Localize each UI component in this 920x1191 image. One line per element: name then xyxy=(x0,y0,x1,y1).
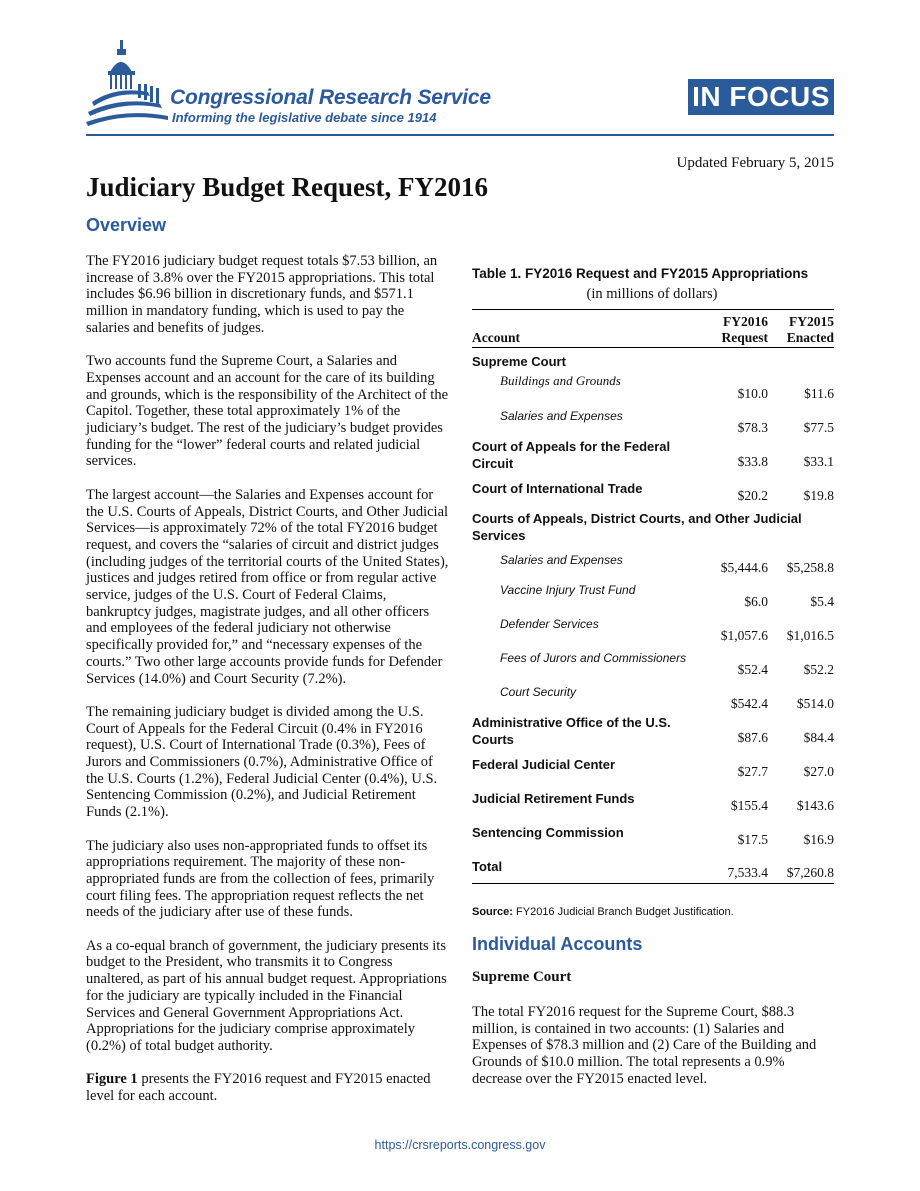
table-row xyxy=(472,748,834,782)
column-header-account: Account xyxy=(472,330,520,345)
fy2016-value: $33.8 xyxy=(737,453,768,469)
fy2015-value: $52.2 xyxy=(803,661,834,677)
column-header-fy2015: FY2015 Enacted xyxy=(786,314,834,345)
fy2016-value: $6.0 xyxy=(744,593,768,609)
account-label: Salaries and Expenses xyxy=(500,408,623,423)
fy2016-value: $52.4 xyxy=(737,661,768,677)
paragraph: As a co-equal branch of government, the judiciary presents its budget to the President, who transmits it to Congress unaltered, as part of his annual budget request. Appropriations for the judiciary are typically included in the Financial Services and General Government Appropriations Act. Appropriations for the judiciary comprise approximately (0.2%) of total budget authority. xyxy=(86,937,447,1054)
account-label: Sentencing Commission xyxy=(472,824,624,840)
fy2015-value: $77.5 xyxy=(803,419,834,435)
fy2016-value: $542.4 xyxy=(730,695,768,711)
fy2015-value: $19.8 xyxy=(803,487,834,503)
overview-heading: Overview xyxy=(86,215,167,235)
budget-table xyxy=(472,309,834,884)
page-title: Judiciary Budget Request, FY2016 xyxy=(86,172,489,202)
account-label: Administrative Office of the U.S. Courts xyxy=(472,714,671,747)
paragraph: Two accounts fund the Supreme Court, a Salaries and Expenses account and an account for the care of its building and grounds, which is the responsibility of the Architect of the Capitol. Together, these total approximately 1% of the judiciary’s budget. The rest of the judiciary’s budget provides funding for the “lower” federal courts and related judicial services. xyxy=(86,353,449,470)
fy2016-value: 7,533.4 xyxy=(727,865,768,880)
account-label: Vaccine Injury Trust Fund xyxy=(500,582,636,597)
fy2015-value: $27.0 xyxy=(803,763,834,779)
figure-reference-paragraph xyxy=(86,1071,450,1104)
account-label: Judicial Retirement Funds xyxy=(472,790,635,806)
table-row xyxy=(472,404,834,438)
table-total-row xyxy=(472,850,834,884)
fy2015-value: $84.4 xyxy=(803,729,834,745)
table-header-row xyxy=(472,310,834,348)
individual-accounts-heading: Individual Accounts xyxy=(472,934,643,954)
paragraph: The FY2016 judiciary budget request totals $7.53 billion, an increase of 3.8% over the FY2015 appropriations. This total includes $6.96 billion in discretionary funds, and $571.1 million in mandatory funding, which is used to pay the salaries and benefits of judges. xyxy=(86,253,438,336)
table-row xyxy=(472,438,834,472)
account-label: Court of Appeals for the Federal Circuit xyxy=(472,438,671,471)
fy2015-value: $16.9 xyxy=(803,831,834,847)
table-row xyxy=(472,370,834,404)
table-row xyxy=(472,816,834,850)
table-title: Table 1. FY2016 Request and FY2015 Appropriations xyxy=(472,266,809,281)
account-label: Salaries and Expenses xyxy=(500,552,623,567)
fy2015-value: $7,260.8 xyxy=(786,865,834,880)
table-row xyxy=(472,348,834,370)
left-column xyxy=(86,253,450,1121)
table-row xyxy=(472,714,834,748)
supreme-court-subheading: Supreme Court xyxy=(472,969,572,985)
org-tagline: Informing the legislative debate since 1914 xyxy=(172,110,437,125)
table-row xyxy=(472,612,834,646)
table-row xyxy=(472,782,834,816)
paragraph: The largest account—the Salaries and Expenses account for the U.S. Courts of Appeals, District Courts, and Other Judicial Services—is approximately 72% of the total FY2016 budget request, and covers the “salaries of circuit and district judges (including judges of the territorial courts of the United States), justices and judges retired from office or from regular active service, judges of the U.S. Court of Federal Claims, bankruptcy judges, magistrate judges, and all other officers and employees of the federal judiciary not otherwise specifically provided for,” and “necessary expenses of the courts.” Two other large accounts provide funds for Defender Services (14.0%) and Court Security (7.2%). xyxy=(86,486,449,687)
fy2015-value: $5.4 xyxy=(810,593,834,609)
crs-capitol-dome-logo xyxy=(86,40,168,128)
account-label: Federal Judicial Center xyxy=(472,756,616,772)
fy2016-value: $5,444.6 xyxy=(720,559,768,575)
account-label: Courts of Appeals, District Courts, and Other Judicial Services xyxy=(472,510,802,543)
table-row xyxy=(472,646,834,680)
paragraph: The total FY2016 request for the Supreme Court, $88.3 million, is contained in two accounts: (1) Salaries and Expenses of $78.3 million and (2) Care of the Building and Grounds of $10.0 million. The total represents a 0.9% decrease over the FY2015 enacted level. xyxy=(472,1004,817,1087)
account-label: Buildings and Grounds xyxy=(500,372,621,388)
column-header-fy2016: FY2016 Request xyxy=(721,314,768,345)
paragraph: The remaining judiciary budget is divided among the U.S. Court of Appeals for the Federal Circuit (0.4% in FY2016 request), U.S. Court of International Trade (0.3%), Fees of Jurors and Commissioners (0.7%), Administrative Office of the U.S. Courts (1.2%), Federal Judicial Center (0.4%), U.S. Sentencing Commission (0.2%), and Judicial Retirement Funds (2.1%). xyxy=(86,703,438,821)
table-row xyxy=(472,680,834,714)
fy2015-value: $11.6 xyxy=(804,385,834,401)
fy2015-value: $143.6 xyxy=(796,797,834,813)
org-name: Congressional Research Service xyxy=(170,86,491,109)
figure-link[interactable]: Figure 1 xyxy=(86,1071,138,1088)
fy2016-value: $27.7 xyxy=(737,763,768,779)
fy2016-value: $1,057.6 xyxy=(720,627,768,643)
fy2015-value: $33.1 xyxy=(803,453,834,469)
fy2016-value: $10.0 xyxy=(737,385,768,401)
fy2016-value: $20.2 xyxy=(737,487,768,503)
fy2015-value: $1,016.5 xyxy=(786,627,834,643)
header-divider xyxy=(86,134,834,136)
account-label: Court Security xyxy=(500,684,577,699)
figure-reference-text: presents the FY2016 request and FY2015 enacted level for each account. xyxy=(86,1071,431,1105)
fy2015-value: $5,258.8 xyxy=(786,559,834,575)
fy2016-value: $87.6 xyxy=(737,729,768,745)
in-focus-badge: IN FOCUS xyxy=(688,79,834,115)
table-row xyxy=(472,544,834,578)
account-label: Defender Services xyxy=(500,616,599,631)
paragraph: The judiciary also uses non-appropriated funds to offset its appropriations requirement. The majority of these non-appropriated funds are from the collection of fees, primarily court filing fees. The appropriation request reflects the net needs of the judiciary after use of these funds. xyxy=(86,837,435,921)
table-row xyxy=(472,472,834,506)
account-label: Fees of Jurors and Commissioners xyxy=(500,650,687,665)
table-row xyxy=(472,578,834,612)
footer-url-link[interactable]: https://crsreports.congress.gov xyxy=(374,1138,546,1152)
updated-date: Updated February 5, 2015 xyxy=(676,155,834,171)
account-label: Supreme Court xyxy=(472,353,566,369)
fy2016-value: $17.5 xyxy=(737,831,768,847)
account-label: Court of International Trade xyxy=(472,480,643,496)
table-source-note: Source: FY2016 Judicial Branch Budget Justification. xyxy=(472,906,734,918)
account-label: Total xyxy=(472,858,503,874)
table-subtitle: (in millions of dollars) xyxy=(586,286,718,302)
fy2016-value: $155.4 xyxy=(730,797,768,813)
fy2016-value: $78.3 xyxy=(737,419,768,435)
right-column-text xyxy=(472,1004,834,1104)
fy2015-value: $514.0 xyxy=(796,695,834,711)
table-row xyxy=(472,506,834,544)
